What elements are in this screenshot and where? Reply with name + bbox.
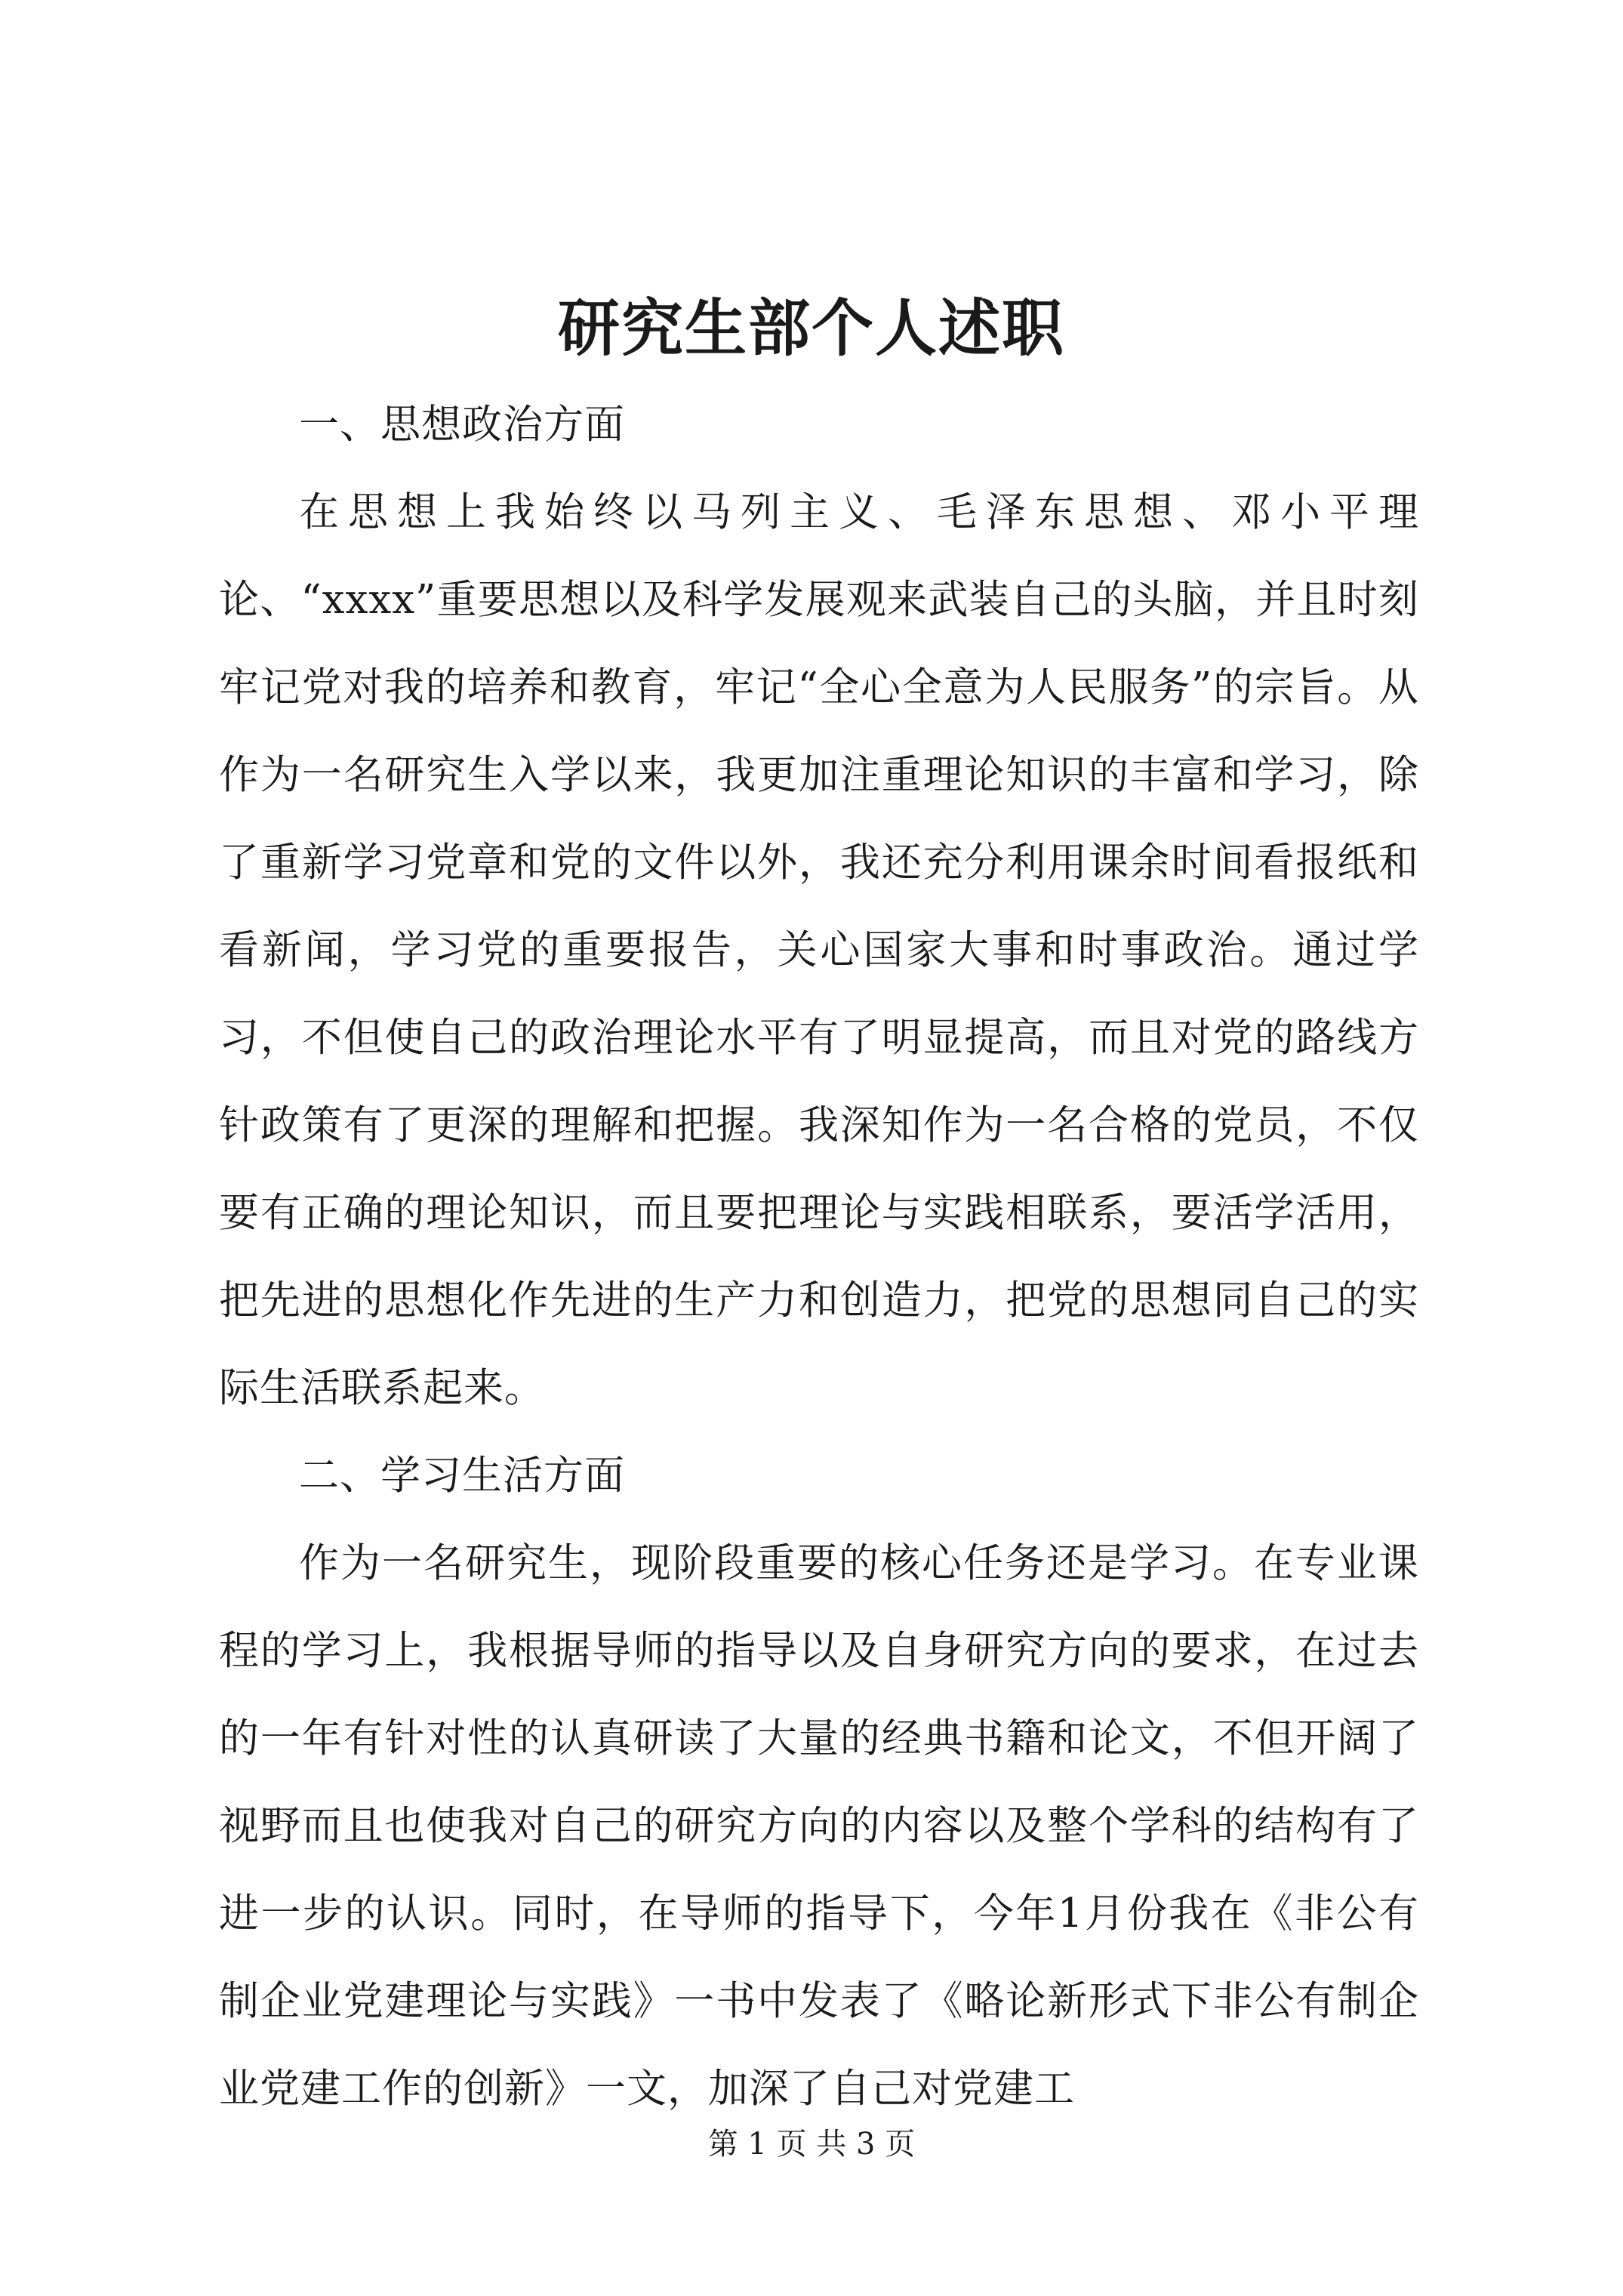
paragraph-ideology: 在思想上我始终以马列主义、毛泽东思想、邓小平理论、“xxxx”重要思想以及科学发展观来武装自己的头脑，并且时刻牢记党对我的培养和教育，牢记“全心全意为人民服务”的宗旨。从作为一名研究生入学以来，我更加注重理论知识的丰富和学习，除了重新学习党章和党的文件以外，我还充分利用课余时间看报纸和看新闻，学习党的重要报告，关心国家大事和时事政治。通过学习，不但使自己的政治理论水平有了明显提高，而且对党的路线方针政策有了更深的理解和把握。我深知作为一名合格的党员，不仅要有正确的理论知识，而且要把理论与实践相联系，要活学活用，把先进的思想化作先进的生产力和创造力，把党的思想同自己的实际生活联系起来。	[219, 489, 1419, 1411]
document-title: 研究生部个人述职	[557, 292, 1065, 365]
section-heading-study-life: 二、学习生活方面	[299, 1453, 625, 1499]
section-heading-ideology: 一、思想政治方面	[299, 402, 625, 448]
paragraph-study-life: 作为一名研究生，现阶段重要的核心任务还是学习。在专业课程的学习上，我根据导师的指导以及自身研究方向的要求，在过去的一年有针对性的认真研读了大量的经典书籍和论文，不但开阔了视野而且也使我对自己的研究方向的内容以及整个学科的结构有了进一步的认识。同时，在导师的指导下，今年1月份我在《非公有制企业党建理论与实践》一书中发表了《略论新形式下非公有制企业党建工作的创新》一文，加深了自己对党建工	[219, 1540, 1419, 2112]
document-body	[219, 381, 1419, 2133]
page-footer: 第 1 页 共 3 页	[707, 2127, 916, 2162]
